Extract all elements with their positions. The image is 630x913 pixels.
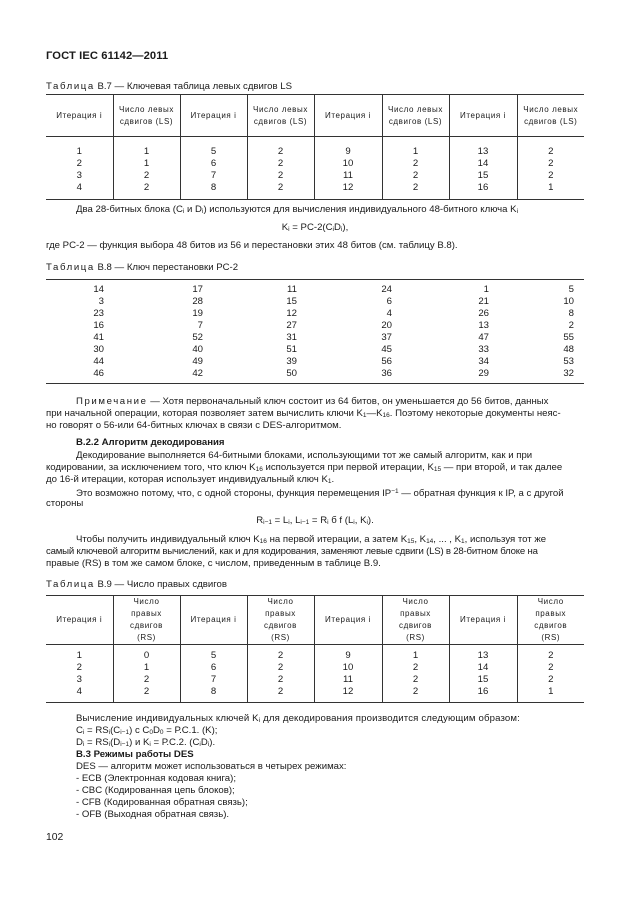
table-row: [46, 674, 584, 686]
table-cell: 32: [563, 368, 574, 379]
subscript: i: [149, 741, 151, 748]
text: = R: [309, 515, 328, 526]
table-cell: 49: [192, 356, 203, 367]
table-cell: 13: [478, 320, 489, 331]
text: кодировании, за исключением того, что ключ K: [46, 462, 256, 473]
subscript: 1: [461, 538, 465, 545]
text: , ... , K: [433, 534, 462, 545]
table-row: [46, 182, 584, 200]
table-cell: 2: [548, 170, 554, 181]
header-cell: Итерация i: [449, 596, 517, 645]
subscript: 0: [159, 729, 164, 736]
header-cell: Итерация i: [449, 95, 517, 137]
table-cell: 21: [478, 296, 489, 307]
subscript: i: [82, 741, 85, 748]
table-cell: 2: [247, 158, 314, 170]
table-cell: 2: [382, 158, 449, 170]
table-cell: 30: [93, 344, 104, 355]
caption-text: В.7 — Ключевая таблица левых сдвигов LS: [94, 81, 293, 92]
list-item: - OFB (Выходная обратная связь).: [76, 809, 230, 820]
table-cell: 34: [478, 356, 489, 367]
equation-ki: [0, 222, 630, 236]
header-cell: Итерация i: [46, 95, 113, 137]
table-cell: 14: [449, 158, 517, 170]
subscript: 16: [382, 412, 390, 419]
table-row: [46, 320, 584, 332]
header-cell: Число левых сдвигов (LS): [113, 95, 180, 137]
text: используется при первой итерации, K: [262, 462, 434, 473]
table-cell: 2: [548, 674, 554, 685]
table-cell: 2: [113, 182, 180, 200]
table-cell: 5: [568, 284, 574, 295]
header-cell: Число левых сдвигов (LS): [523, 104, 579, 126]
table-cell: 14: [93, 284, 104, 295]
section-title-b3: В.3 Режимы работы DES: [76, 749, 194, 760]
paragraph-line: самый ключевой алгоритм вычислений, как и для кодирования, заменяют левые сдвиги (LS) в 28-битном блоке на: [46, 546, 538, 557]
text: до 16-й итерации, которая использует индивидуальный ключ K: [46, 474, 328, 485]
caption-text: В.9 — Число правых сдвигов: [94, 579, 227, 590]
subscript: i−1: [300, 519, 310, 526]
document-header: ГОСТ IEC 61142—2011: [46, 50, 169, 62]
text: (D: [110, 737, 121, 748]
text: Это возможно потому, что, с одной стороны, функция перемещения IP: [76, 488, 392, 499]
note-label: Примечание: [76, 396, 148, 407]
table-cell: 17: [192, 284, 203, 295]
table-cell: 2: [46, 662, 113, 674]
table-cell: 40: [192, 344, 203, 355]
table-cell: 2: [382, 674, 449, 686]
text: = PC-2(C: [289, 222, 333, 233]
table-b9: [46, 595, 584, 703]
subscript: i: [366, 519, 368, 526]
text: C: [76, 725, 83, 736]
subscript: 1: [362, 412, 367, 419]
table-cell: 12: [314, 182, 382, 200]
table-row: [46, 344, 584, 356]
table-cell: 1: [382, 645, 449, 663]
header-cell: Число правых сдвигов (RS): [113, 596, 180, 645]
subscript: i−1: [120, 741, 130, 748]
text: , K: [354, 515, 367, 526]
table-header-row: [46, 596, 584, 645]
table-cell: 31: [286, 332, 297, 343]
text: при начальной операции, которая позволяет затем вычислить ключи K: [46, 408, 363, 419]
table-cell: 15: [286, 296, 297, 307]
table-cell: 2: [382, 662, 449, 674]
caption-label: Таблица: [46, 262, 95, 273]
table-cell: 7: [180, 674, 247, 686]
text: ).: [367, 515, 374, 526]
subscript: i: [207, 741, 210, 748]
subscript: i: [258, 717, 261, 724]
text: = Р.С.2. (C: [150, 737, 200, 748]
table-cell: 1: [113, 662, 180, 674]
table-cell: 48: [563, 344, 574, 355]
table-cell: 27: [286, 320, 297, 331]
table-cell: 7: [197, 320, 203, 331]
table-cell: 4: [46, 686, 113, 703]
table-cell: 0: [113, 645, 180, 663]
text: ) с C: [129, 725, 150, 736]
table-row: [46, 280, 584, 297]
table-cell: 2: [382, 182, 449, 200]
note-line-3: но говорят о 56-или 64-битных ключах в связи с DES-алгоритмом.: [46, 420, 342, 431]
text: K: [281, 222, 289, 233]
caption-label: Таблица: [46, 579, 95, 590]
table-cell: 12: [314, 686, 382, 703]
table-cell: 2: [247, 662, 314, 674]
header-cell: Число правых сдвигов (RS): [534, 597, 568, 642]
table-cell: 2: [548, 662, 554, 673]
table-b7: [46, 94, 584, 200]
table-cell: 44: [93, 356, 104, 367]
table-cell: 19: [192, 308, 203, 319]
table-cell: 1: [548, 182, 554, 193]
paragraph-line: стороны: [46, 498, 84, 509]
text: = RS: [84, 725, 109, 736]
text: R: [256, 515, 264, 526]
table-row: [46, 645, 584, 663]
header-cell: Итерация i: [180, 95, 247, 137]
caption-text: В.8 — Ключ перестановки PC-2: [94, 262, 239, 273]
table-cell: 5: [180, 645, 247, 663]
text: , используя тот же: [464, 534, 547, 545]
note-line-1: [76, 396, 548, 408]
table-cell: 1: [113, 137, 180, 159]
text: D: [333, 222, 341, 233]
table-row: [46, 332, 584, 344]
table-cell: 2: [113, 170, 180, 182]
table-cell: 46: [93, 368, 104, 379]
table-cell: 20: [381, 320, 392, 331]
table-cell: 47: [478, 332, 489, 343]
table-cell: 2: [46, 158, 113, 170]
superscript: −1: [391, 488, 399, 495]
table-cell: 23: [93, 308, 104, 319]
table-cell: 10: [563, 296, 574, 307]
table-cell: 56: [381, 356, 392, 367]
table-row: [46, 662, 584, 674]
table-cell: 16: [449, 182, 517, 200]
subscript: i: [327, 519, 329, 526]
table-cell: 1: [46, 137, 113, 159]
table-cell: 55: [563, 332, 574, 343]
table-cell: 6: [386, 296, 392, 307]
text: — Хотя первоначальный ключ состоит из 64 битов, он уменьшается до 56 битов, данных: [147, 396, 549, 407]
subscript: 15: [433, 466, 442, 473]
table-cell: 8: [180, 686, 247, 703]
header-cell: Итерация i: [180, 596, 247, 645]
text: для декодирования производится следующим образом:: [260, 713, 520, 724]
subscript: i: [108, 729, 111, 736]
table-cell: 14: [449, 662, 517, 674]
table-cell: 8: [568, 308, 574, 319]
table-cell: 39: [286, 356, 297, 367]
table-cell: 26: [478, 308, 489, 319]
table-cell: 28: [192, 296, 203, 307]
table-cell: 9: [314, 645, 382, 663]
table-cell: 2: [568, 320, 574, 331]
subscript: 14: [426, 538, 434, 545]
table-row: [46, 308, 584, 320]
table-cell: 1: [113, 158, 180, 170]
table-cell: 41: [93, 332, 104, 343]
table-row: [46, 368, 584, 384]
table-b9-caption: [46, 579, 227, 590]
text: Вычисление индивидуальных ключей K: [76, 713, 259, 724]
table-cell: 2: [247, 674, 314, 686]
table-cell: 2: [247, 170, 314, 182]
subscript: i: [182, 208, 185, 215]
table-cell: 2: [247, 182, 314, 200]
text: на первой итерации, а затем K: [266, 534, 408, 545]
table-row: [46, 356, 584, 368]
table-b8: [46, 279, 584, 384]
page-number: 102: [46, 832, 64, 843]
text: ) и K: [129, 737, 150, 748]
table-cell: 2: [113, 674, 180, 686]
table-cell: 3: [98, 296, 104, 307]
subscript: i: [108, 741, 111, 748]
table-cell: 16: [449, 686, 517, 703]
text: ),: [342, 222, 349, 233]
table-cell: 16: [93, 320, 104, 331]
subscript: i: [82, 729, 85, 736]
subscript: i: [199, 741, 201, 748]
subscript: i: [332, 226, 334, 233]
table-cell: 2: [247, 645, 314, 663]
table-row: [46, 137, 584, 159]
table-cell: 24: [381, 284, 392, 295]
table-cell: 2: [382, 170, 449, 182]
subscript: 1: [327, 478, 332, 485]
text: Два 28-битных блока (C: [76, 204, 183, 215]
paragraph-blocks: [76, 204, 518, 218]
table-cell: 11: [314, 170, 382, 182]
text: D: [76, 737, 83, 748]
table-cell: 42: [192, 368, 203, 379]
text: Чтобы получить индивидуальный ключ K: [76, 534, 260, 545]
header-cell: Число правых сдвигов (RS): [247, 596, 314, 645]
subscript: i: [353, 519, 355, 526]
table-cell: 1: [548, 686, 554, 697]
subscript: i: [288, 226, 290, 233]
paragraph-pc2: где PC-2 — функция выбора 48 битов из 56 и перестановки этих 48 битов (см. таблицу В.8).: [46, 240, 458, 251]
text: D: [200, 737, 208, 748]
text: . Поэтому некоторые документы неяс-: [389, 408, 561, 419]
table-cell: 6: [180, 662, 247, 674]
subscript: 16: [259, 538, 267, 545]
header-cell: Итерация i: [314, 95, 382, 137]
table-cell: 11: [287, 284, 297, 295]
list-item: - CFB (Кодированная обратная связь);: [76, 797, 248, 808]
table-cell: 53: [563, 356, 574, 367]
table-cell: 51: [286, 344, 297, 355]
table-cell: 10: [314, 662, 382, 674]
table-row: [46, 158, 584, 170]
table-cell: 2: [247, 137, 314, 159]
paragraph-line: DES — алгоритм может использоваться в четырех режимах:: [76, 761, 347, 772]
subscript: i: [201, 208, 204, 215]
subscript: i−1: [263, 519, 272, 526]
table-cell: 8: [180, 182, 247, 200]
text: = Р.С.1. (K);: [163, 725, 218, 736]
table-cell: 2: [548, 146, 554, 157]
header-cell: Число левых сдвигов (LS): [382, 95, 449, 137]
header-cell: Итерация i: [46, 596, 113, 645]
subscript: 0: [149, 729, 153, 736]
table-cell: 4: [386, 308, 392, 319]
text: (C: [110, 725, 121, 736]
text: ) используются для вычисления индивидуального 48-битного ключа K: [203, 204, 517, 215]
table-cell: 37: [381, 332, 392, 343]
subscript: i−1: [120, 729, 130, 736]
table-b7-caption: [46, 81, 292, 92]
subscript: 16: [255, 466, 263, 473]
paragraph-line: [76, 486, 564, 500]
table-cell: 36: [381, 368, 392, 379]
table-cell: 2: [113, 686, 180, 703]
table-cell: 45: [381, 344, 392, 355]
paragraph-line: правые (RS) в том же самом блоке, с числом, приведенным в таблице В.9.: [46, 558, 381, 569]
table-cell: 2: [382, 686, 449, 703]
table-cell: 5: [180, 137, 247, 159]
table-cell: 10: [314, 158, 382, 170]
table-row: [46, 686, 584, 703]
text: = RS: [84, 737, 109, 748]
table-cell: 52: [192, 332, 203, 343]
text: = L: [272, 515, 289, 526]
text: .: [331, 474, 335, 485]
header-cell: Итерация i: [314, 596, 382, 645]
table-cell: 15: [449, 170, 517, 182]
text: и D: [184, 204, 202, 215]
equation-r-l: [0, 515, 630, 529]
table-cell: 7: [180, 170, 247, 182]
subscript: i: [288, 519, 290, 526]
table-cell: 4: [46, 182, 113, 200]
table-cell: 6: [180, 158, 247, 170]
table-cell: 29: [478, 368, 489, 379]
text: , L: [289, 515, 301, 526]
table-row: [46, 296, 584, 308]
section-title-b22: В.2.2 Алгоритм декодирования: [76, 437, 225, 448]
table-cell: 1: [483, 284, 489, 295]
table-cell: 1: [46, 645, 113, 663]
subscript: i: [340, 226, 343, 233]
table-cell: 3: [46, 170, 113, 182]
table-cell: 9: [314, 137, 382, 159]
header-cell: Число левых сдвигов (LS): [247, 95, 314, 137]
table-cell: 15: [449, 674, 517, 686]
table-cell: 11: [314, 674, 382, 686]
list-item: - ЕСВ (Электронная кодовая книга);: [76, 773, 237, 784]
text: , K: [414, 534, 427, 545]
text: — при второй, и так далее: [441, 462, 563, 473]
table-cell: 13: [449, 137, 517, 159]
subscript: i: [516, 208, 519, 215]
table-cell: 3: [46, 674, 113, 686]
subscript: 15: [407, 538, 415, 545]
table-cell: 1: [382, 137, 449, 159]
table-cell: 2: [247, 686, 314, 703]
paragraph-line: Декодирование выполняется 64-битными блоками, использующими тот же самый алгоритм, как и при: [76, 450, 533, 461]
table-cell: 12: [286, 308, 297, 319]
table-cell: 13: [449, 645, 517, 663]
table-cell: 2: [548, 650, 554, 661]
table-cell: 50: [286, 368, 297, 379]
caption-label: Таблица: [46, 81, 95, 92]
text: —K: [366, 408, 383, 419]
table-header-row: [46, 95, 584, 137]
list-item: - CBC (Кодированная цепь блоков);: [76, 785, 235, 796]
text: б f (L: [328, 515, 354, 526]
table-cell: 2: [548, 158, 554, 169]
text: ).: [209, 737, 216, 748]
text: — обратная функция к IP, а с другой: [398, 488, 564, 499]
table-b8-caption: [46, 262, 238, 273]
table-cell: 33: [478, 344, 489, 355]
table-row: [46, 170, 584, 182]
text: D: [152, 725, 160, 736]
header-cell: Число правых сдвигов (RS): [382, 596, 449, 645]
